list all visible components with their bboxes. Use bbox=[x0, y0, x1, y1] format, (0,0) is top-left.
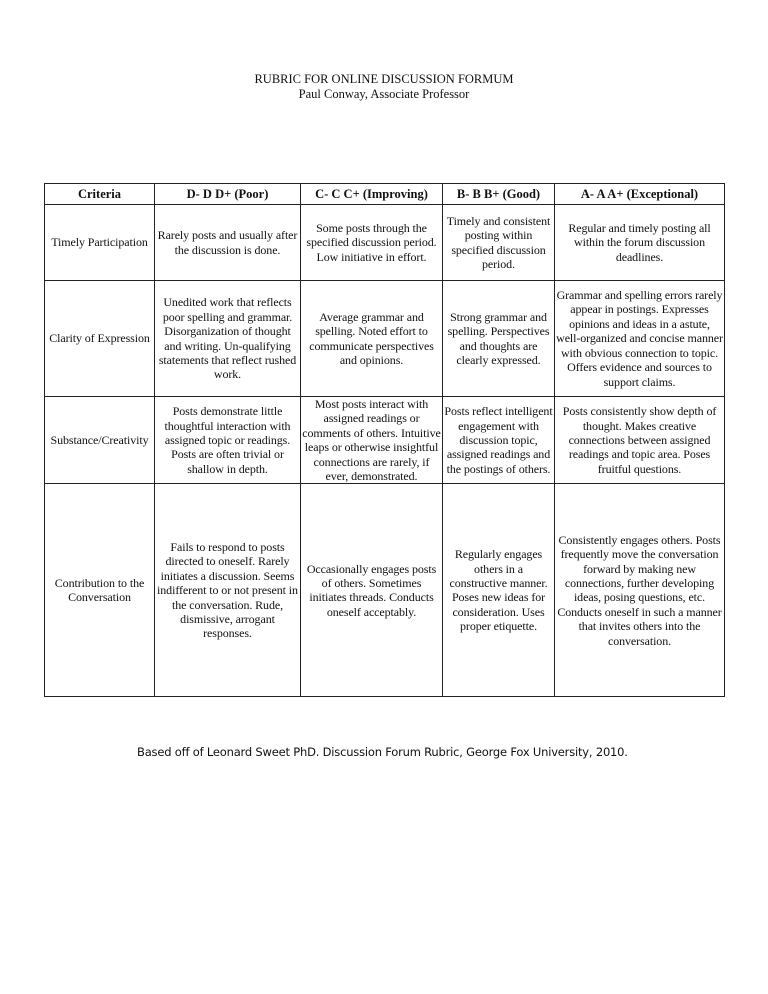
header-improving: C- C C+ (Improving) bbox=[301, 184, 443, 205]
header-good: B- B B+ (Good) bbox=[443, 184, 555, 205]
good-cell: Posts reflect intelligent engagement with discussion topic, assigned readings and the postings of others. bbox=[443, 397, 555, 484]
table-header-row bbox=[45, 184, 725, 205]
improving-cell: Average grammar and spelling. Noted effort to communicate perspectives and opinions. bbox=[301, 281, 443, 397]
poor-cell: Posts demonstrate little thoughtful interaction with assigned topic or readings. Posts are often trivial or shallow in depth. bbox=[155, 397, 301, 484]
exceptional-cell: Posts consistently show depth of thought. Makes creative connections between assigned readings and topic area. Poses fruitful questions. bbox=[555, 397, 725, 484]
improving-cell: Most posts interact with assigned readings or comments of others. Intuitive leaps or otherwise insightful connections are rarely, if ever, demonstrated. bbox=[302, 397, 441, 484]
exceptional-cell: Grammar and spelling errors rarely appear in postings. Expresses opinions and ideas in a astute, well-organized and concise manner with obvious connection to topic. Offers evidence and sources to support claims. bbox=[555, 281, 725, 397]
good-cell: Strong grammar and spelling. Perspectives and thoughts are clearly expressed. bbox=[443, 281, 555, 397]
document-header bbox=[0, 72, 768, 102]
table-row-timely-participation bbox=[45, 205, 725, 281]
criteria-cell: Clarity of Expression bbox=[45, 281, 155, 397]
poor-cell: Fails to respond to posts directed to oneself. Rarely initiates a discussion. Seems indifferent to or not present in the conversation. Rude, dismissive, arrogant responses. bbox=[155, 484, 301, 697]
table-row-contribution bbox=[45, 484, 725, 697]
header-poor: D- D D+ (Poor) bbox=[155, 184, 301, 205]
improving-cell: Occasionally engages posts of others. Sometimes initiates threads. Conducts oneself acceptably. bbox=[301, 484, 443, 697]
poor-cell: Unedited work that reflects poor spelling and grammar. Disorganization of thought and writing. Un-qualifying statements that reflect rushed work. bbox=[155, 281, 301, 397]
improving-cell: Some posts through the specified discussion period. Low initiative in effort. bbox=[301, 205, 443, 281]
criteria-cell: Timely Participation bbox=[45, 205, 155, 281]
good-cell: Regularly engages others in a constructive manner. Poses new ideas for consideration. Uses proper etiquette. bbox=[443, 484, 555, 697]
table-row-substance-creativity bbox=[45, 397, 725, 484]
good-cell: Timely and consistent posting within specified discussion period. bbox=[443, 205, 555, 281]
criteria-cell: Contribution to the Conversation bbox=[45, 484, 155, 697]
document-author: Paul Conway, Associate Professor bbox=[298, 87, 470, 101]
table-row-clarity-of-expression bbox=[45, 281, 725, 397]
rubric-table bbox=[44, 183, 725, 697]
poor-cell: Rarely posts and usually after the discussion is done. bbox=[155, 205, 301, 281]
document-title: RUBRIC FOR ONLINE DISCUSSION FORMUM bbox=[254, 72, 514, 86]
exceptional-cell: Consistently engages others. Posts frequently move the conversation forward by making new connections, further developing ideas, posing questions, etc. Conducts oneself in such a manner that invites others into the conversation. bbox=[555, 484, 725, 697]
source-citation: Based off of Leonard Sweet PhD. Discussion Forum Rubric, George Fox University, 2010. bbox=[137, 745, 628, 759]
exceptional-cell: Regular and timely posting all within the forum discussion deadlines. bbox=[555, 205, 725, 281]
header-exceptional: A- A A+ (Exceptional) bbox=[555, 184, 725, 205]
criteria-cell: Substance/Creativity bbox=[45, 397, 155, 484]
header-criteria: Criteria bbox=[45, 184, 155, 205]
